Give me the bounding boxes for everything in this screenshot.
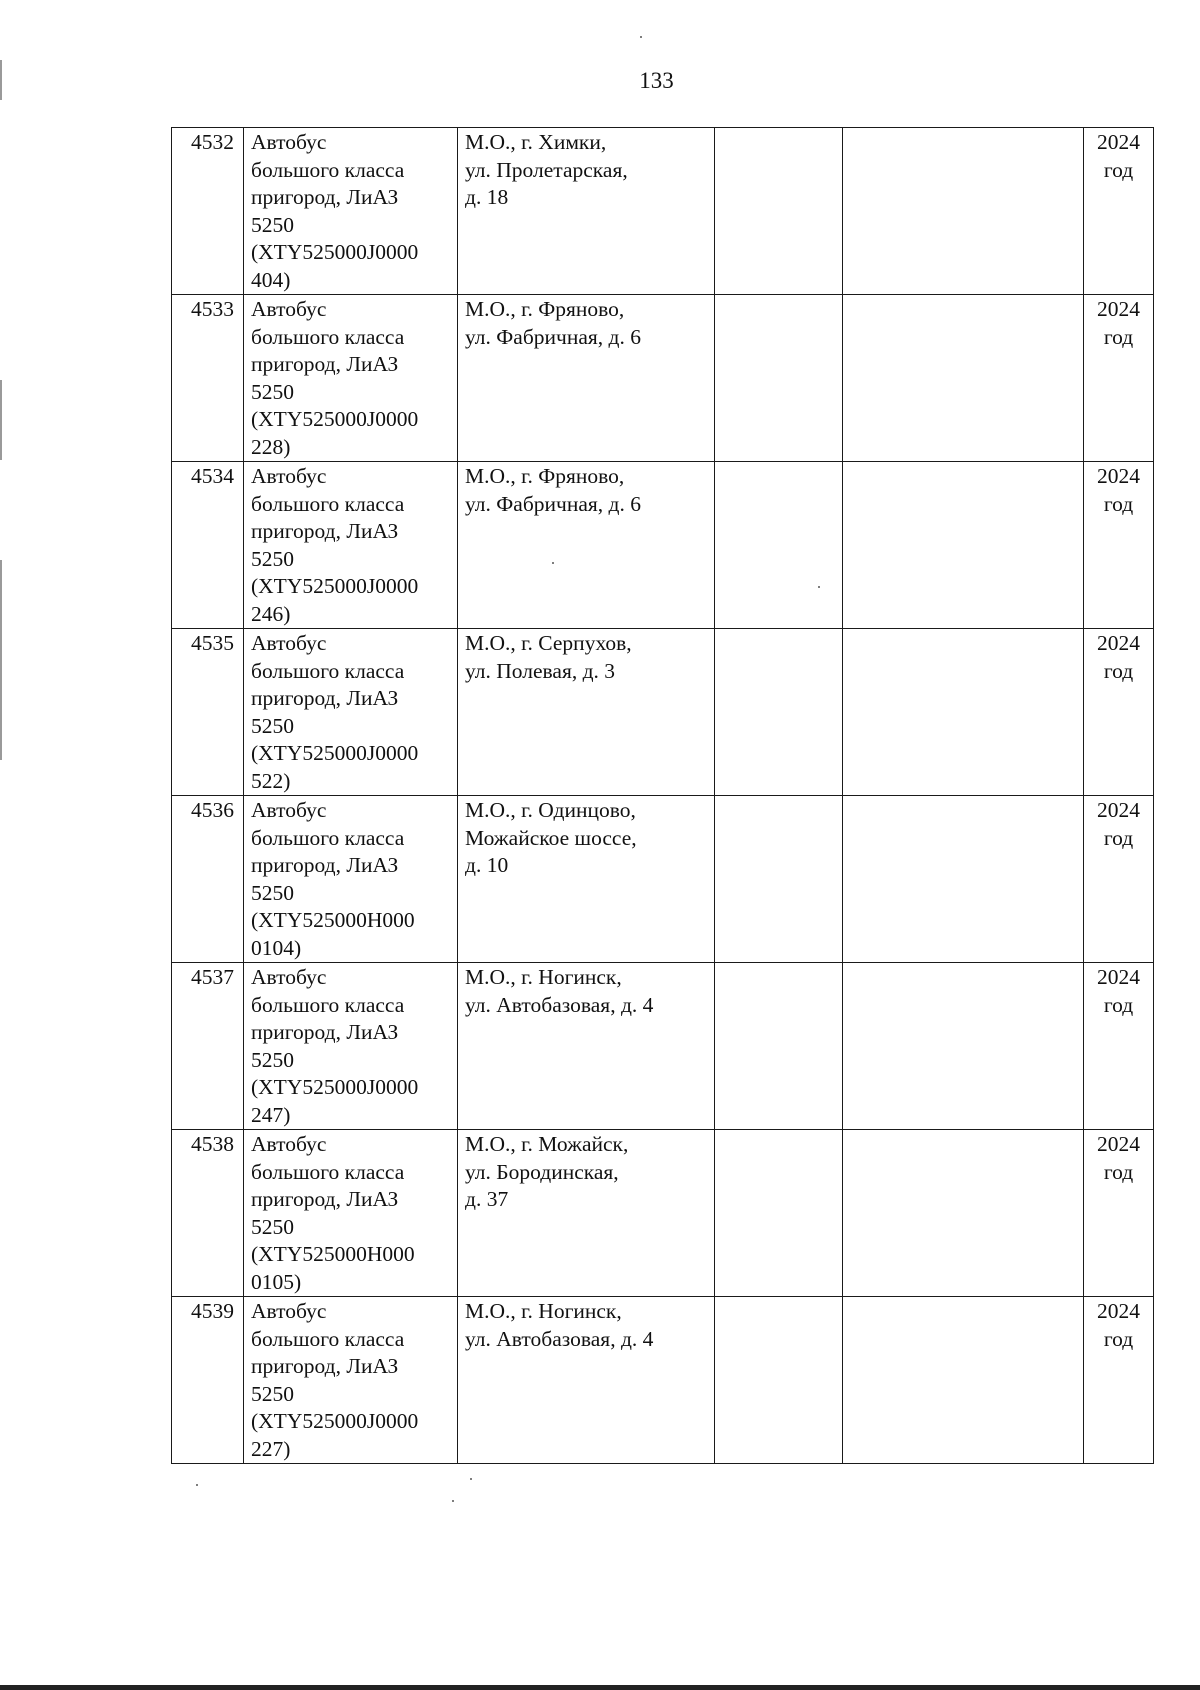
vehicle-line: большого класса — [251, 658, 405, 683]
vehicle-line: 5250 — [251, 546, 294, 571]
year-line: год — [1103, 157, 1134, 182]
vehicle-line: Автобус — [251, 631, 327, 655]
year-line: 2024 — [1097, 464, 1140, 488]
scan-speck — [818, 586, 820, 588]
address-line: ул. Пролетарская, — [465, 157, 628, 182]
year-cell — [1084, 1130, 1154, 1297]
vehicle-line: 227) — [251, 1436, 291, 1461]
address-cell — [458, 963, 715, 1130]
vehicle-cell — [244, 295, 458, 462]
vehicle-line: Автобус — [251, 1299, 327, 1323]
vehicle-line: 228) — [251, 434, 291, 459]
year-line: год — [1103, 658, 1134, 683]
table-row — [172, 295, 1154, 462]
empty-cell — [715, 1130, 843, 1297]
scan-margin-mark — [0, 560, 2, 760]
vehicle-cell — [244, 796, 458, 963]
vehicle-line: (XTY525000J0000 — [251, 1075, 419, 1099]
year-cell — [1084, 128, 1154, 295]
year-line: 2024 — [1097, 1132, 1140, 1156]
vehicle-line: 5250 — [251, 1047, 294, 1072]
vehicle-line: пригород, ЛиАЗ — [251, 519, 399, 543]
address-line: М.О., г. Серпухов, — [465, 631, 632, 655]
empty-cell — [843, 462, 1084, 629]
table-row — [172, 629, 1154, 796]
row-number-cell: 4533 — [172, 295, 244, 462]
vehicle-line: 404) — [251, 267, 291, 292]
scan-speck — [452, 1500, 454, 1502]
vehicle-line: пригород, ЛиАЗ — [251, 1187, 399, 1211]
table-row — [172, 1130, 1154, 1297]
address-line: д. 18 — [465, 185, 509, 209]
page-number: 133 — [639, 68, 674, 93]
address-cell — [458, 1130, 715, 1297]
row-number-cell: 4538 — [172, 1130, 244, 1297]
address-cell — [458, 796, 715, 963]
table-row — [172, 462, 1154, 629]
vehicle-line: (XTY525000H000 — [251, 908, 415, 932]
year-line: 2024 — [1097, 631, 1140, 655]
vehicle-line: большого класса — [251, 1326, 405, 1351]
address-line: М.О., г. Фряново, — [465, 297, 625, 321]
empty-cell — [715, 295, 843, 462]
empty-cell — [715, 1297, 843, 1464]
vehicle-line: Автобус — [251, 464, 327, 488]
address-line: ул. Фабричная, д. 6 — [465, 324, 641, 349]
year-line: 2024 — [1097, 965, 1140, 989]
address-cell — [458, 462, 715, 629]
vehicle-line: 246) — [251, 601, 291, 626]
vehicle-line: Автобус — [251, 798, 327, 822]
vehicle-line: (XTY525000J0000 — [251, 1409, 419, 1433]
address-line: М.О., г. Ногинск, — [465, 1299, 622, 1323]
table-body — [172, 128, 1154, 1464]
vehicle-line: большого класса — [251, 324, 405, 349]
address-line: ул. Полевая, д. 3 — [465, 658, 616, 683]
address-line: ул. Бородинская, — [465, 1159, 619, 1184]
vehicle-cell — [244, 462, 458, 629]
scan-speck — [552, 562, 554, 564]
vehicle-cell — [244, 1297, 458, 1464]
vehicle-cell — [244, 963, 458, 1130]
vehicle-line: большого класса — [251, 825, 405, 850]
empty-cell — [843, 629, 1084, 796]
year-cell — [1084, 295, 1154, 462]
address-line: д. 10 — [465, 853, 509, 877]
address-cell — [458, 1297, 715, 1464]
empty-cell — [843, 1297, 1084, 1464]
row-number-cell: 4537 — [172, 963, 244, 1130]
address-line: Можайское шоссе, — [465, 825, 637, 850]
scan-speck — [640, 36, 642, 38]
empty-cell — [715, 629, 843, 796]
table-row — [172, 1297, 1154, 1464]
empty-cell — [843, 128, 1084, 295]
vehicle-line: большого класса — [251, 157, 405, 182]
year-line: 2024 — [1097, 297, 1140, 321]
year-line: 2024 — [1097, 130, 1140, 154]
row-number-cell: 4539 — [172, 1297, 244, 1464]
address-cell — [458, 128, 715, 295]
year-line: год — [1103, 491, 1134, 516]
vehicle-line: Автобус — [251, 297, 327, 321]
vehicle-line: (XTY525000J0000 — [251, 240, 419, 264]
empty-cell — [843, 295, 1084, 462]
year-cell — [1084, 963, 1154, 1130]
empty-cell — [715, 462, 843, 629]
row-number-cell: 4534 — [172, 462, 244, 629]
empty-cell — [715, 963, 843, 1130]
vehicle-cell — [244, 128, 458, 295]
vehicle-line: пригород, ЛиАЗ — [251, 185, 399, 209]
year-line: год — [1103, 1326, 1134, 1351]
vehicle-line: большого класса — [251, 992, 405, 1017]
year-cell — [1084, 796, 1154, 963]
vehicle-line: 5250 — [251, 379, 294, 404]
address-line: М.О., г. Фряново, — [465, 464, 625, 488]
vehicle-line: (XTY525000J0000 — [251, 407, 419, 431]
table-row — [172, 796, 1154, 963]
vehicle-line: 5250 — [251, 880, 294, 905]
address-line: М.О., г. Можайск, — [465, 1132, 629, 1156]
address-line: ул. Автобазовая, д. 4 — [465, 1326, 654, 1351]
scan-bottom-edge — [0, 1685, 1200, 1690]
address-cell — [458, 295, 715, 462]
vehicle-cell — [244, 629, 458, 796]
vehicle-line: большого класса — [251, 491, 405, 516]
vehicle-line: пригород, ЛиАЗ — [251, 352, 399, 376]
vehicle-line: Автобус — [251, 965, 327, 989]
address-line: М.О., г. Одинцово, — [465, 798, 636, 822]
vehicle-cell — [244, 1130, 458, 1297]
vehicle-register-table — [171, 127, 1154, 1464]
scan-margin-mark — [0, 380, 2, 460]
address-cell — [458, 629, 715, 796]
vehicle-line: (XTY525000J0000 — [251, 574, 419, 598]
vehicle-line: (XTY525000J0000 — [251, 741, 419, 765]
year-line: 2024 — [1097, 798, 1140, 822]
row-number-cell: 4535 — [172, 629, 244, 796]
vehicle-line: (XTY525000H000 — [251, 1242, 415, 1266]
year-cell — [1084, 1297, 1154, 1464]
year-line: год — [1103, 324, 1134, 349]
vehicle-line: 522) — [251, 768, 291, 793]
vehicle-line: 5250 — [251, 1214, 294, 1239]
vehicle-line: 0104) — [251, 935, 302, 960]
row-number-cell: 4532 — [172, 128, 244, 295]
vehicle-line: пригород, ЛиАЗ — [251, 1020, 399, 1044]
address-line: М.О., г. Ногинск, — [465, 965, 622, 989]
scan-speck — [470, 1478, 472, 1480]
year-cell — [1084, 629, 1154, 796]
empty-cell — [715, 128, 843, 295]
vehicle-line: 247) — [251, 1102, 291, 1127]
address-line: д. 37 — [465, 1187, 509, 1211]
table-row — [172, 128, 1154, 295]
vehicle-line: 5250 — [251, 212, 294, 237]
year-cell — [1084, 462, 1154, 629]
vehicle-line: 5250 — [251, 1381, 294, 1406]
vehicle-line: пригород, ЛиАЗ — [251, 686, 399, 710]
address-line: ул. Автобазовая, д. 4 — [465, 992, 654, 1017]
vehicle-line: 0105) — [251, 1269, 302, 1294]
scan-margin-mark — [0, 60, 2, 100]
year-line: 2024 — [1097, 1299, 1140, 1323]
empty-cell — [843, 796, 1084, 963]
address-line: М.О., г. Химки, — [465, 130, 607, 154]
vehicle-line: большого класса — [251, 1159, 405, 1184]
vehicle-line: 5250 — [251, 713, 294, 738]
year-line: год — [1103, 992, 1134, 1017]
year-line: год — [1103, 1159, 1134, 1184]
row-number-cell: 4536 — [172, 796, 244, 963]
empty-cell — [715, 796, 843, 963]
vehicle-line: пригород, ЛиАЗ — [251, 1354, 399, 1378]
empty-cell — [843, 1130, 1084, 1297]
vehicle-line: Автобус — [251, 130, 327, 154]
empty-cell — [843, 963, 1084, 1130]
scan-speck — [196, 1484, 198, 1486]
table-row — [172, 963, 1154, 1130]
vehicle-line: пригород, ЛиАЗ — [251, 853, 399, 877]
year-line: год — [1103, 825, 1134, 850]
address-line: ул. Фабричная, д. 6 — [465, 491, 641, 516]
vehicle-line: Автобус — [251, 1132, 327, 1156]
